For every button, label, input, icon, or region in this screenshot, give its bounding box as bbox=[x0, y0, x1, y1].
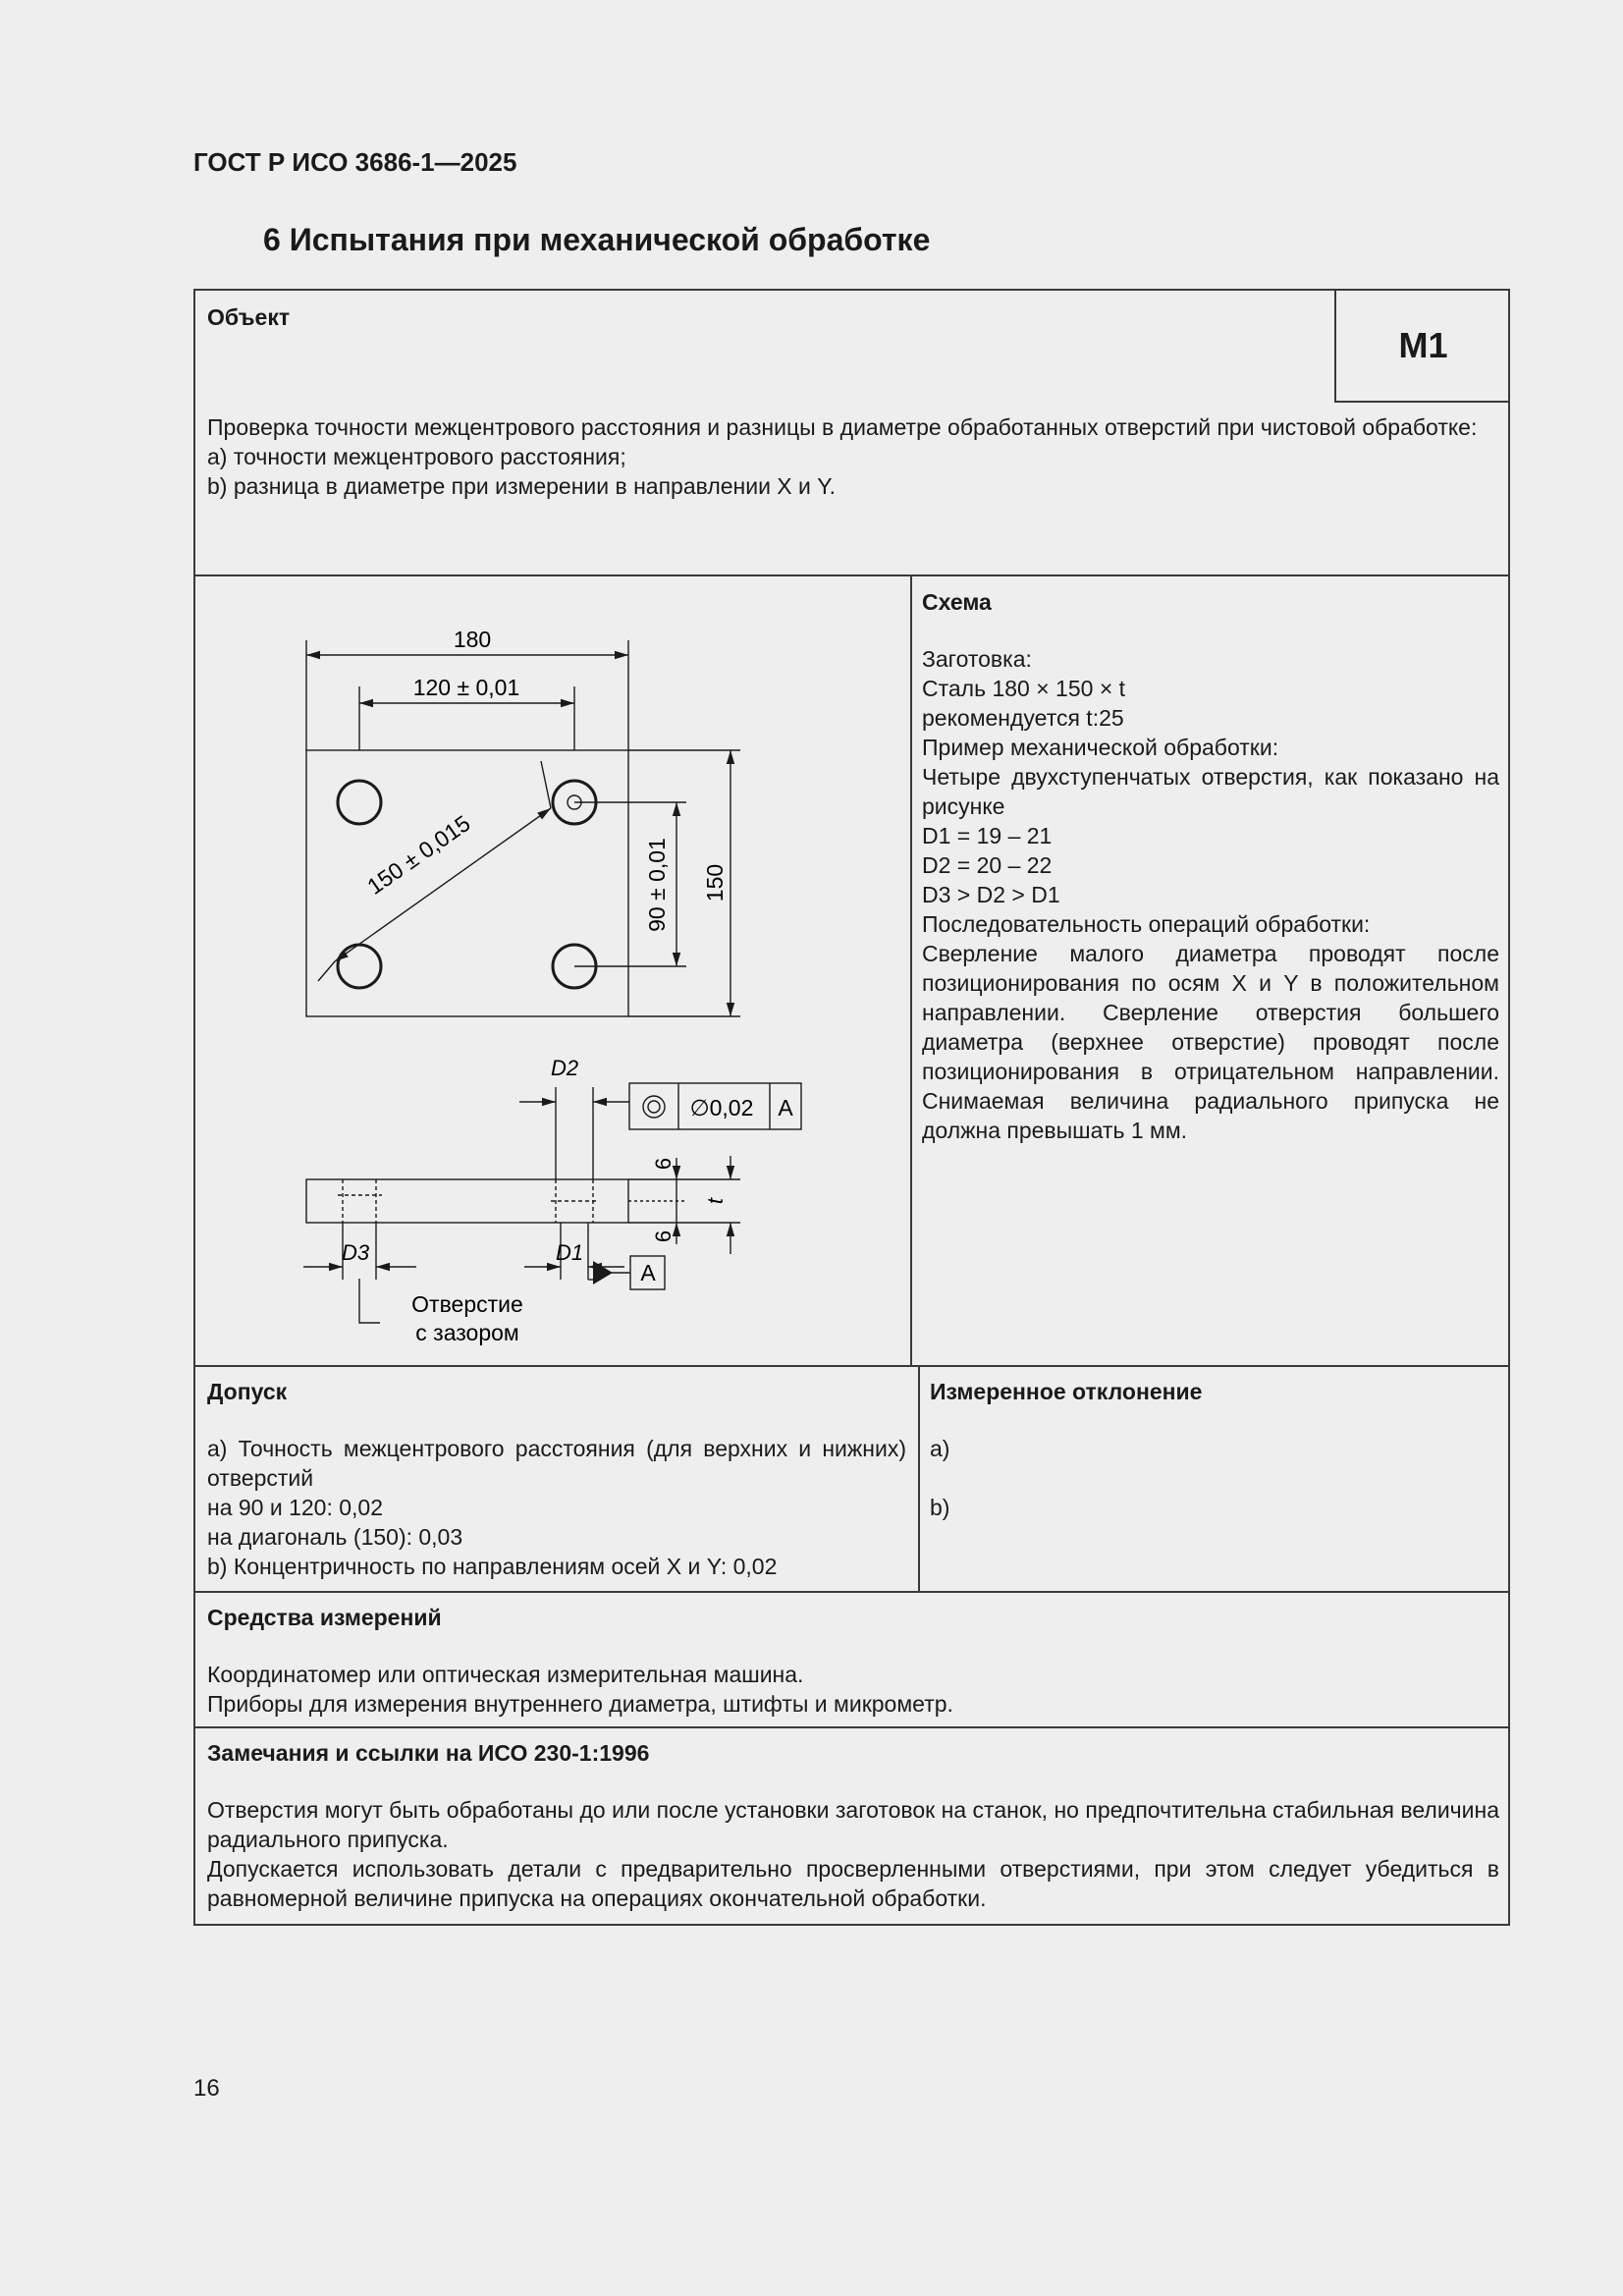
divider bbox=[195, 1365, 1508, 1367]
label-d1: D1 bbox=[555, 1240, 584, 1265]
scheme-line: Заготовка: bbox=[922, 646, 1032, 672]
datum-triangle bbox=[593, 1261, 613, 1285]
scheme-line: D1 = 19 – 21 bbox=[922, 823, 1053, 848]
object-label: Объект bbox=[207, 304, 291, 330]
page-number: 16 bbox=[193, 2075, 220, 2102]
scheme-line: рекомендуется t:25 bbox=[922, 705, 1124, 731]
dim-6-bottom: 6 bbox=[651, 1230, 676, 1243]
dim-150-diagonal: 150 ± 0,015 bbox=[362, 809, 475, 900]
remarks-line: Допускается использовать детали с предварительно просверленными отверстиями, при этом следует убедиться в равномерной величине припуска на операциях окончательной обработки. bbox=[207, 1856, 1499, 1911]
document-code: ГОСТ Р ИСО 3686-1—2025 bbox=[193, 147, 517, 177]
dim-t: t bbox=[703, 1197, 728, 1205]
scheme-line: D2 = 20 – 22 bbox=[922, 852, 1053, 878]
tolerance-label: Допуск bbox=[207, 1379, 288, 1404]
test-code: M1 bbox=[1334, 291, 1510, 403]
measured-a: a) bbox=[930, 1436, 950, 1461]
divider bbox=[195, 1726, 1508, 1728]
section-title: 6 Испытания при механической обработке bbox=[263, 222, 931, 257]
scheme-line: Пример механической обработки: bbox=[922, 735, 1279, 760]
object-line: a) точности межцентрового расстояния; bbox=[207, 444, 626, 469]
tolerance-line: на диагональ (150): 0,03 bbox=[207, 1524, 463, 1550]
tolerance-line: a) Точность межцентрового расстояния (для верхних и нижних) отверстий bbox=[207, 1436, 906, 1491]
instruments-label: Средства измерений bbox=[207, 1605, 442, 1630]
scheme-line: Последовательность операций обработки: bbox=[922, 911, 1371, 937]
object-line: b) разница в диаметре при измерении в направлении X и Y. bbox=[207, 473, 837, 499]
datum-ref: A bbox=[778, 1095, 793, 1121]
instruments-line: Координатомер или оптическая измерительная машина. bbox=[207, 1662, 804, 1687]
tolerance-line: b) Концентричность по направлениям осей X и Y: 0,02 bbox=[207, 1554, 778, 1579]
measured-b: b) bbox=[930, 1495, 950, 1520]
divider bbox=[910, 574, 912, 1365]
tolerance-text bbox=[207, 1434, 906, 1581]
dim-180: 180 bbox=[453, 627, 492, 652]
dim-6-top: 6 bbox=[651, 1157, 676, 1171]
divider bbox=[918, 1365, 920, 1591]
scheme-text bbox=[922, 644, 1499, 1145]
dim-90: 90 ± 0,01 bbox=[644, 838, 670, 932]
measured-label: Измеренное отклонение bbox=[930, 1379, 1203, 1404]
object-line: Проверка точности межцентрового расстояния и разницы в диаметре обработанных отверстий при чистовой обработке: bbox=[207, 414, 1478, 440]
scheme-label: Схема bbox=[922, 589, 992, 615]
label-d2: D2 bbox=[550, 1056, 579, 1080]
datum-label: A bbox=[640, 1260, 656, 1285]
object-description bbox=[207, 412, 1499, 501]
scheme-line: D3 > D2 > D1 bbox=[922, 882, 1060, 907]
remarks-text bbox=[207, 1795, 1499, 1913]
scheme-line: Четыре двухступенчатых отверстия, как показано на рисунке bbox=[922, 764, 1499, 819]
divider bbox=[195, 1591, 1508, 1593]
tolerance-value: ∅0,02 bbox=[689, 1095, 754, 1121]
scheme-line: Сверление малого диаметра проводят после позиционирования по осям X и Y в положительном направлении. Сверление отверстия большего диаметра (верхнее отверстие) проводят после позиционирования в отрицательном направлении. Снимаемая величина радиального припуска не должна превышать 1 мм. bbox=[922, 941, 1499, 1143]
remarks-label: Замечания и ссылки на ИСО 230-1:1996 bbox=[207, 1740, 650, 1766]
technical-drawing bbox=[195, 576, 908, 1362]
remarks-line: Отверстия могут быть обработаны до или после установки заготовок на станок, но предпочтительна стабильная величина радиального припуска. bbox=[207, 1797, 1499, 1852]
hole-note: с зазором bbox=[415, 1320, 519, 1345]
test-card-table bbox=[193, 289, 1510, 1926]
dim-150: 150 bbox=[702, 863, 728, 902]
label-d3: D3 bbox=[341, 1240, 370, 1265]
hole-note: Отверстие bbox=[411, 1291, 523, 1317]
dim-120: 120 ± 0,01 bbox=[412, 675, 520, 700]
instruments-text bbox=[207, 1660, 1499, 1719]
tolerance-line: на 90 и 120: 0,02 bbox=[207, 1495, 384, 1520]
instruments-line: Приборы для измерения внутреннего диаметра, штифты и микрометр. bbox=[207, 1691, 953, 1717]
scheme-line: Сталь 180 × 150 × t bbox=[922, 676, 1126, 701]
